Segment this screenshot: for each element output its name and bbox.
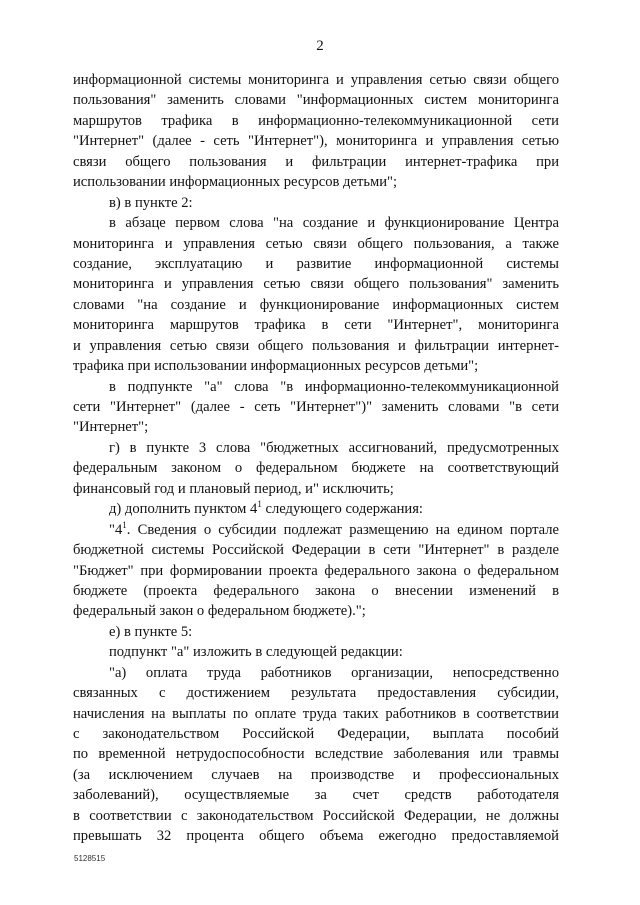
text-line-content: информационной системы мониторинга и управления сетью связи общего	[73, 72, 559, 88]
text-line-content: бюджетной системы Российской Федерации в сети "Интернет" в разделе	[73, 542, 559, 559]
text-line	[73, 172, 559, 192]
text-line-content: сети "Интернет" (далее - сеть "Интернет")" заменить словами "в сети	[73, 399, 559, 415]
text-line	[73, 826, 559, 846]
text-line-content: в) в пункте 2:	[109, 194, 193, 211]
text-line	[73, 111, 559, 131]
text-line	[73, 295, 559, 315]
text-line	[73, 622, 559, 642]
text-line	[73, 765, 559, 785]
text-line	[73, 356, 559, 376]
text-line	[73, 213, 559, 233]
text-line-content: федеральный закон о федеральном бюджете).";	[73, 603, 366, 620]
text-line	[73, 254, 559, 274]
text-line	[73, 377, 559, 397]
text-line	[73, 193, 559, 213]
text-line-content: мониторинга маршрутов трафика в сети "Интернет", мониторинга	[73, 317, 559, 334]
superscript: 1	[257, 499, 262, 510]
text-line-content: заболеваний), осуществляемые за счет средств работодателя	[73, 787, 559, 804]
text-line-content: превышать 32 процента общего объема ежегодно предоставляемой	[73, 828, 559, 845]
text-line	[73, 724, 559, 744]
text-line-content: использовании информационных ресурсов детьми";	[73, 174, 398, 191]
text-line-content: связанных с достижением результата предоставления субсидии,	[73, 685, 559, 702]
text-line-content: бюджете (проекта федерального закона о внесении изменений в	[73, 582, 559, 599]
text-line	[73, 601, 559, 621]
text-line	[73, 417, 559, 437]
text-line-content: связи общего пользования и фильтрации интернет-трафика при	[73, 153, 559, 170]
text-line	[73, 70, 559, 90]
text-line-continuation: следующего содержания:	[261, 501, 423, 518]
text-line-content: "Интернет" (далее - сеть "Интернет"), мониторинга и управления сетью	[73, 133, 559, 150]
text-line-content: словами "на создание и функционирование информационных систем	[73, 296, 559, 313]
text-line	[73, 336, 559, 356]
document-code: 5128515	[74, 854, 106, 863]
text-line-content: е) в пункте 5:	[109, 623, 193, 640]
text-line	[73, 438, 559, 458]
text-line	[73, 152, 559, 172]
text-line-content: мониторинга и управления сетью связи общего пользования, а также	[73, 235, 559, 252]
text-line	[73, 683, 559, 703]
text-line	[73, 704, 559, 724]
text-line-content: г) в пункте 3 слова "бюджетных ассигнований, предусмотренных	[109, 439, 559, 456]
text-line-content: "4	[109, 521, 123, 538]
text-line	[73, 744, 559, 764]
text-line	[73, 234, 559, 254]
text-line-content: (за исключением случаев на производстве и профессиональных	[73, 766, 559, 783]
text-line	[73, 806, 559, 826]
text-line	[73, 90, 559, 110]
body-text	[73, 70, 559, 847]
text-line-content: трафика при использовании информационных ресурсов детьми";	[73, 358, 479, 375]
text-line-content: начисления на выплаты по оплате труда таких работников в соответствии	[73, 705, 559, 722]
text-line	[73, 642, 559, 662]
text-line	[73, 397, 559, 417]
text-line	[73, 540, 559, 560]
text-line	[73, 274, 559, 294]
text-line-content: и управления сетью связи общего пользования и фильтрации интернет-	[73, 337, 559, 354]
text-line	[73, 479, 559, 499]
text-line-content: финансовый год и плановый период, и" исключить;	[73, 480, 394, 497]
text-line-content: подпункт "а" изложить в следующей редакции:	[109, 644, 403, 661]
text-line	[73, 131, 559, 151]
text-line-content: федеральным законом о федеральном бюджете на соответствующий	[73, 460, 559, 477]
text-line-content: мониторинга и управления сетью связи общего пользования" заменить	[73, 276, 559, 293]
text-line-content: "а) оплата труда работников организации, непосредственно	[109, 664, 559, 681]
superscript: 1	[122, 519, 127, 530]
page-number: 2	[316, 38, 324, 54]
text-line	[73, 315, 559, 335]
text-line-content: по временной нетрудоспособности вследствие заболевания или травмы	[73, 746, 559, 763]
text-line	[73, 499, 559, 519]
text-line-content: в соответствии с законодательством Российской Федерации, не должны	[73, 807, 559, 824]
text-line-continuation: . Сведения о субсидии подлежат размещению на едином портале	[126, 521, 559, 538]
text-line	[73, 458, 559, 478]
text-line-content: маршрутов трафика в информационно-телекоммуникационной сети	[73, 112, 559, 129]
text-line-content: в подпункте "а" слова "в информационно-телекоммуникационной	[109, 378, 559, 395]
text-line-content: д) дополнить пунктом 4	[109, 501, 258, 518]
text-line-content: "Интернет";	[73, 419, 149, 436]
text-line-content: в абзаце первом слова "на создание и функционирование Центра	[109, 215, 559, 232]
text-line-content: создание, эксплуатацию и развитие информационной системы	[73, 255, 559, 272]
text-line	[73, 581, 559, 601]
text-line-content: с законодательством Российской Федерации, выплата пособий	[73, 726, 559, 742]
text-line	[73, 663, 559, 683]
text-line-content: "Бюджет" при формировании проекта федерального закона о федеральном	[73, 562, 559, 579]
text-line	[73, 520, 559, 540]
text-line	[73, 785, 559, 805]
text-line-content: пользования" заменить словами "информационных систем мониторинга	[73, 92, 559, 109]
text-line	[73, 561, 559, 581]
